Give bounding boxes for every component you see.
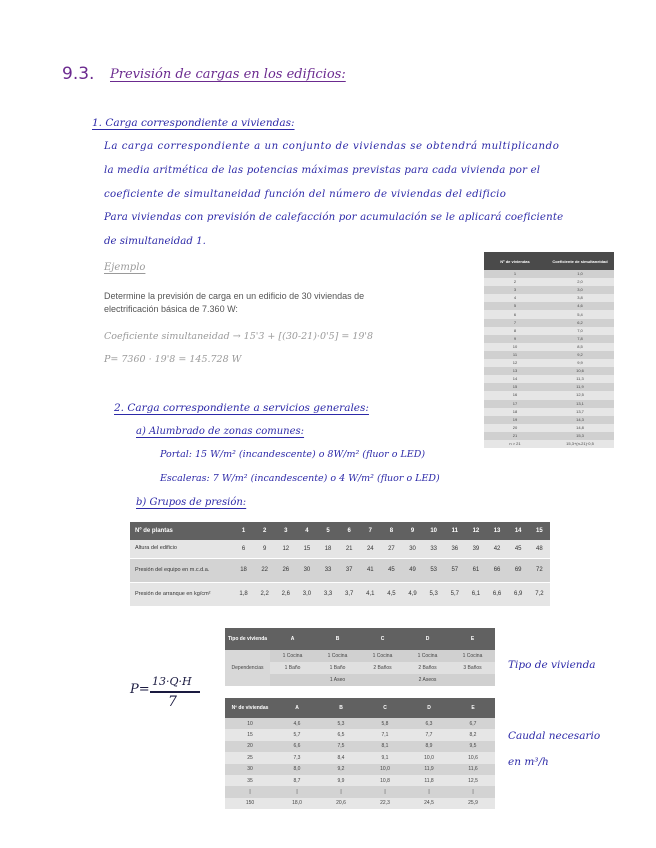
table-row [484,278,614,286]
table-row [225,786,495,797]
table-cell: 3 Baños [450,662,495,674]
header-num-viviendas: Nº de viviendas [484,252,546,270]
table-cell: 15,3 [546,432,614,440]
simultaneity-table [484,252,614,448]
table-cell: 8,9 [407,741,451,752]
table-row [484,416,614,424]
fraction-bar [150,691,200,693]
table-cell: 7,0 [546,327,614,335]
table-cell: 4,5 [381,582,402,606]
table-cell: 20,6 [319,798,363,809]
header-planta: 11 [444,522,465,540]
note-tipo-vivienda: Tipo de vivienda [508,659,596,671]
header-planta: 8 [381,522,402,540]
table-row [225,764,495,775]
table-cell: 18 [484,408,546,416]
table-cell: 18 [233,558,254,582]
table-cell: 8,0 [275,764,319,775]
row-label: Altura del edificio [130,540,233,558]
table-cell: 1 Cocina [450,650,495,662]
table-cell: 8,1 [363,741,407,752]
table-row [484,270,614,278]
header-type-a: A [270,628,315,650]
table-cell: n > 21 [484,440,546,448]
table-row [484,359,614,367]
header-col-e: E [451,698,495,718]
table-cell: 39 [465,540,486,558]
table-cell: 5,4 [546,310,614,318]
table-cell: 20 [484,424,546,432]
table-cell: 3,8 [546,294,614,302]
header-planta: 2 [254,522,275,540]
header-tipo-vivienda: Tipo de vivienda [225,628,270,650]
table-cell: 13 [484,367,546,375]
table-cell: 45 [508,540,529,558]
table-cell: 13,1 [546,400,614,408]
table-cell: 6,6 [487,582,508,606]
header-planta: 6 [339,522,360,540]
table-cell: 12,5 [546,391,614,399]
header-planta: 7 [360,522,381,540]
table-cell: | [407,786,451,797]
header-planta: 1 [233,522,254,540]
table-row [484,424,614,432]
table-cell: 22,3 [363,798,407,809]
table-row [130,540,550,558]
table-cell: 11,8 [407,775,451,786]
table-cell: 8 [484,327,546,335]
table-cell: 4,1 [360,582,381,606]
table-cell: 72 [529,558,550,582]
header-planta: 15 [529,522,550,540]
table-cell: 1 [484,270,546,278]
table-cell: 6,2 [546,319,614,327]
table-cell: 6,9 [508,582,529,606]
note-caudal-units: en m³/h [508,756,549,768]
ejemplo-text-1: Determine la previsión de carga en un edificio de 30 viviendas de [104,291,365,301]
table-row [484,383,614,391]
table-cell: 7,5 [319,741,363,752]
header-coeficiente: Coeficiente de simultaneidad [546,252,614,270]
table-cell: 5,3 [319,718,363,729]
header-num-plantas: Nº de plantas [130,522,233,540]
table-cell: 2 Baños [360,662,405,674]
header-planta: 5 [318,522,339,540]
table-cell: 12,5 [451,775,495,786]
table-cell: 21 [484,432,546,440]
table-cell: 7,7 [407,729,451,740]
table-cell: 1,8 [233,582,254,606]
table-cell: 2,6 [275,582,296,606]
table-cell: 7 [484,319,546,327]
header-num-viviendas-caudal: Nº de viviendas [225,698,275,718]
table-cell: 11,6 [451,764,495,775]
table-row [130,582,550,606]
table-cell: 15 [225,729,275,740]
table-row [484,375,614,383]
table-cell: 33 [423,540,444,558]
table-cell: 2,0 [546,278,614,286]
table-cell: 30 [402,540,423,558]
header-type-d: D [405,628,450,650]
table-cell: | [363,786,407,797]
body-line-3: coeficiente de simultaneidad función del número de viviendas del edificio [104,189,507,200]
table-cell: 3,0 [546,286,614,294]
table-cell: 9,9 [319,775,363,786]
table-cell: 14,3 [546,416,614,424]
table-row [484,432,614,440]
table-cell: 6,3 [407,718,451,729]
body-line-4: Para viviendas con previsión de calefacción por acumulación se le aplicará coeficiente [104,212,564,223]
table-cell: 9,2 [319,764,363,775]
section-number: 9.3. [62,64,95,84]
table-cell: 10,6 [546,367,614,375]
table-row [484,335,614,343]
table-row [484,391,614,399]
table-row [484,400,614,408]
table-cell: 16 [484,391,546,399]
formula-numerator: 13·Q·H [152,675,192,688]
dependencias-label: Dependencias [225,650,270,686]
table-cell: 37 [339,558,360,582]
table-cell: 41 [360,558,381,582]
table-cell: 66 [487,558,508,582]
table-cell: 6,7 [451,718,495,729]
table-cell: 10,0 [363,764,407,775]
table-cell: 14,8 [546,424,614,432]
table-cell: 61 [465,558,486,582]
table-cell: 3,0 [296,582,317,606]
table-cell: 7,1 [363,729,407,740]
table-cell: 7,2 [529,582,550,606]
row-label: Presión del equipo en m.c.d.a. [130,558,233,582]
table-cell: 8,5 [546,343,614,351]
housing-type-table [225,628,495,686]
subsection-2-title: 2. Carga correspondiente a servicios generales: [114,402,369,414]
table-cell: 25 [225,752,275,763]
table-cell: 21 [339,540,360,558]
table-cell: 22 [254,558,275,582]
table-cell: 33 [318,558,339,582]
table-cell [360,674,405,686]
table-cell: 3,7 [339,582,360,606]
header-planta: 14 [508,522,529,540]
table-cell: 10,0 [407,752,451,763]
table-cell: 49 [402,558,423,582]
table-cell: 5,3 [423,582,444,606]
header-planta: 13 [487,522,508,540]
formula-denominator: 7 [168,694,177,710]
body-line-5: de simultaneidad 1. [104,236,206,247]
header-col-a: A [275,698,319,718]
table-cell: 7,3 [275,752,319,763]
table-cell: 53 [423,558,444,582]
header-type-b: B [315,628,360,650]
note-caudal: Caudal necesario [508,730,601,742]
table-cell: 6 [233,540,254,558]
subsection-a-title: a) Alumbrado de zonas comunes: [136,426,305,437]
table-cell: 18 [318,540,339,558]
header-type-c: C [360,628,405,650]
subsection-b-title: b) Grupos de presión: [136,497,247,508]
escaleras-line: Escaleras: 7 W/m² (incandescente) o 4 W/m² (fluor o LED) [160,473,440,484]
table-cell: 5,8 [363,718,407,729]
header-col-b: B [319,698,363,718]
table-cell: 9,1 [363,752,407,763]
table-cell: 15 [484,383,546,391]
header-planta: 4 [296,522,317,540]
table-row [484,286,614,294]
calc-line-2: P= 7360 · 19'8 = 145.728 W [104,354,242,365]
table-cell: 8,7 [275,775,319,786]
table-row [225,741,495,752]
table-cell: 69 [508,558,529,582]
table-cell: 5,7 [444,582,465,606]
table-cell: 1 Baño [270,662,315,674]
table-cell: 42 [487,540,508,558]
table-cell: 7,8 [546,335,614,343]
table-cell: 6,1 [465,582,486,606]
table-row [225,729,495,740]
table-cell: 10,8 [363,775,407,786]
table-cell: 14 [484,375,546,383]
table-cell: 1 Aseo [315,674,360,686]
table-cell: 17 [484,400,546,408]
table-row [484,319,614,327]
table-cell: 9,5 [451,741,495,752]
table-row [225,775,495,786]
table-cell: 5,7 [275,729,319,740]
table-cell: 2 Baños [405,662,450,674]
table-cell: 11 [484,351,546,359]
header-planta: 3 [275,522,296,540]
flow-table [225,698,495,809]
table-cell: 11,9 [546,383,614,391]
table-cell: 15 [296,540,317,558]
table-cell: 2,2 [254,582,275,606]
table-row [225,650,495,662]
table-cell: | [275,786,319,797]
table-cell: 24 [360,540,381,558]
table-cell: 1,0 [546,270,614,278]
table-cell: 9 [254,540,275,558]
table-cell: 25,9 [451,798,495,809]
table-cell: 20 [225,741,275,752]
section-title: Previsión de cargas en los edificios: [110,67,346,82]
table-cell: 45 [381,558,402,582]
table-cell: 6 [484,310,546,318]
table-cell: 9 [484,335,546,343]
table-cell: 10,6 [451,752,495,763]
table-cell: 4 [484,294,546,302]
table-cell: 6,6 [275,741,319,752]
table-cell: 5 [484,302,546,310]
calc-line-1: Coeficiente simultaneidad → 15'3 + [(30-21)·0'5] = 19'8 [104,331,374,342]
table-cell: 36 [444,540,465,558]
table-cell: 26 [275,558,296,582]
table-cell: 19 [484,416,546,424]
table-cell: 15,3+(n-21)·0,5 [546,440,614,448]
table-cell: 13,7 [546,408,614,416]
table-row [484,343,614,351]
table-cell: 6,5 [319,729,363,740]
table-cell: 12 [484,359,546,367]
body-line-2: la media aritmética de las potencias máximas previstas para cada vivienda por el [104,165,541,176]
table-cell: 12 [275,540,296,558]
table-row [484,367,614,375]
header-col-c: C [363,698,407,718]
pressure-table [130,522,550,607]
table-cell: 11,9 [407,764,451,775]
table-cell: 9,9 [546,359,614,367]
table-cell: | [225,786,275,797]
table-row [225,798,495,809]
table-cell: 1 Baño [315,662,360,674]
table-cell: 57 [444,558,465,582]
table-cell: 2 Aseos [405,674,450,686]
table-cell: 11,3 [546,375,614,383]
header-planta: 10 [423,522,444,540]
table-cell: 8,2 [451,729,495,740]
body-line-1: La carga correspondiente a un conjunto de viviendas se obtendrá multiplicando [104,141,560,152]
table-row [130,558,550,582]
table-cell: 1 Cocina [405,650,450,662]
table-row [484,294,614,302]
table-row [484,440,614,448]
ejemplo-text-2: electrificación básica de 7.360 W: [104,304,238,314]
table-cell: 4,6 [546,302,614,310]
table-row [484,408,614,416]
table-cell: 30 [225,764,275,775]
table-cell: 9,2 [546,351,614,359]
table-cell [450,674,495,686]
table-cell: 1 Cocina [360,650,405,662]
table-cell: 3,3 [318,582,339,606]
portal-line: Portal: 15 W/m² (incandescente) o 8W/m² (fluor o LED) [160,449,426,460]
table-cell: 35 [225,775,275,786]
table-cell: 48 [529,540,550,558]
subsection-1-title: 1. Carga correspondiente a viviendas: [92,117,295,129]
table-cell: 30 [296,558,317,582]
table-cell: 1 Cocina [315,650,360,662]
table-cell: | [451,786,495,797]
ejemplo-label: Ejemplo [104,262,146,273]
table-row [484,310,614,318]
table-row [484,302,614,310]
table-cell: | [319,786,363,797]
table-cell: 150 [225,798,275,809]
table-cell [270,674,315,686]
table-cell: 10 [225,718,275,729]
header-type-e: E [450,628,495,650]
header-col-d: D [407,698,451,718]
table-cell: 10 [484,343,546,351]
table-row [225,752,495,763]
table-row [225,718,495,729]
table-cell: 27 [381,540,402,558]
table-cell: 8,4 [319,752,363,763]
formula-lhs: P= [130,682,150,697]
table-row [484,351,614,359]
table-cell: 24,5 [407,798,451,809]
table-cell: 1 Cocina [270,650,315,662]
row-label: Presión de arranque en kg/cm² [130,582,233,606]
table-cell: 2 [484,278,546,286]
table-cell: 4,6 [275,718,319,729]
header-planta: 9 [402,522,423,540]
header-planta: 12 [465,522,486,540]
table-cell: 4,9 [402,582,423,606]
table-cell: 18,0 [275,798,319,809]
table-cell: 3 [484,286,546,294]
table-row [484,327,614,335]
